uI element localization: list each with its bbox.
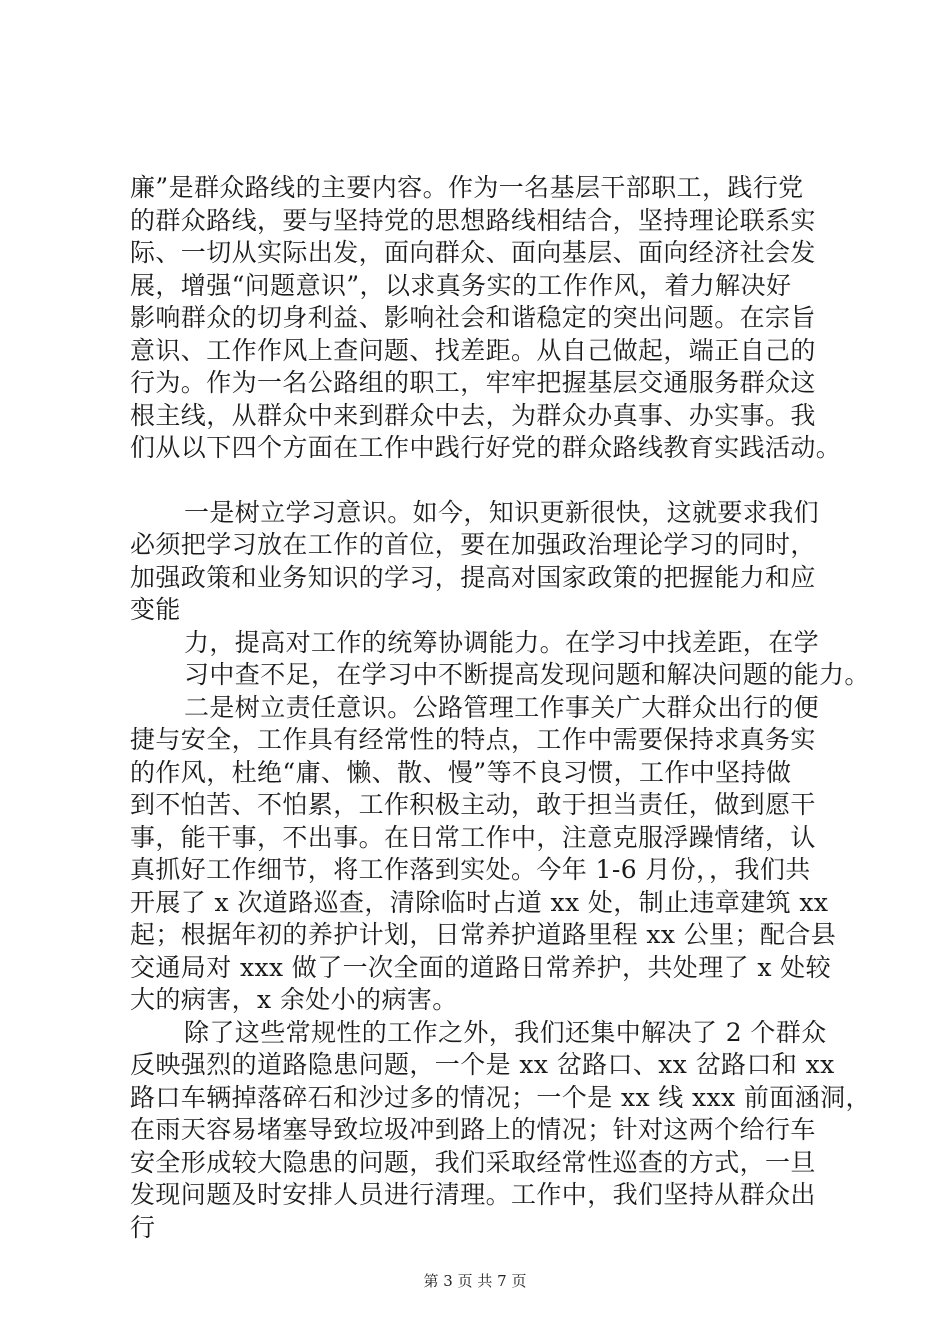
text-line: 行为。作为一名公路组的职工，牢牢把握基层交通服务群众这 (130, 368, 816, 397)
page-indicator: 第 3 页 共 7 页 (423, 1272, 527, 1290)
text-line: 安全形成较大隐患的问题，我们采取经常性巡查的方式，一旦 (130, 1147, 816, 1177)
text-line: 一是树立学习意识。如今，知识更新很快，这就要求我们 (184, 497, 820, 527)
text-line: 发现问题及时安排人员进行清理。工作中，我们坚持从群众出 (130, 1180, 816, 1209)
text-line: 廉”是群众路线的主要内容。作为一名基层干部职工，践行党 (130, 173, 804, 202)
text-line: 加强政策和业务知识的学习，提高对国家政策的把握能力和应 (130, 562, 816, 592)
text-line: 开展了 x 次道路巡查，清除临时占道 xx 处，制止违章建筑 xx (130, 887, 829, 917)
text-line: 除了这些常规性的工作之外，我们还集中解决了 2 个群众 (184, 1017, 827, 1047)
text-line: 路口车辆掉落碎石和沙过多的情况；一个是 xx 线 xxx 前面涵洞， (130, 1082, 871, 1112)
text-line: 的作风，杜绝“庸、懒、散、慢”等不良习惯，工作中坚持做 (130, 757, 792, 787)
paragraph-gap (130, 465, 850, 497)
text-line: 根主线，从群众中来到群众中去，为群众办真事、办实事。我 (130, 400, 816, 430)
document-body (130, 172, 871, 1244)
paragraph-study-awareness (130, 497, 850, 627)
text-line: 反映强烈的道路隐患问题，一个是 xx 岔路口、xx 岔路口和 xx (130, 1050, 835, 1079)
text-line: 大的病害，x 余处小的病害。 (130, 985, 458, 1014)
text-line: 影响群众的切身利益、影响社会和谐稳定的突出问题。在宗旨 (130, 303, 816, 332)
page-footer (0, 1270, 950, 1291)
text-line: 的群众路线，要与坚持党的思想路线相结合，坚持理论联系实 (130, 205, 816, 235)
paragraph-responsibility-awareness (130, 692, 850, 1017)
text-line: 交通局对 xxx 做了一次全面的道路日常养护，共处理了 x 处较 (130, 952, 831, 982)
text-line: 起；根据年初的养护计划，日常养护道路里程 xx 公里；配合县 (130, 920, 837, 949)
text-line: 二是树立责任意识。公路管理工作事关广大群众出行的便 (184, 692, 820, 722)
text-line: 习中查不足，在学习中不断提高发现问题和解决问题的能力。 (184, 660, 870, 689)
text-line: 捷与安全，工作具有经常性的特点，工作中需要保持求真务实 (130, 725, 816, 754)
text-line: 们从以下四个方面在工作中践行好党的群众路线教育实践活动。 (130, 433, 842, 462)
text-line: 行 (130, 1212, 156, 1242)
text-line: 在雨天容易堵塞导致垃圾冲到路上的情况；针对这两个给行车 (130, 1115, 816, 1144)
text-line: 事，能干事，不出事。在日常工作中，注意克服浮躁情绪，认 (130, 822, 816, 852)
text-line: 必须把学习放在工作的首位，要在加强政治理论学习的同时， (130, 530, 816, 559)
text-line: 意识、工作作风上查问题、找差距。从自己做起，端正自己的 (130, 335, 816, 365)
paragraph-intro (130, 172, 850, 465)
text-line: 变能 (130, 595, 181, 624)
text-line: 力，提高对工作的统筹协调能力。在学习中找差距，在学 (184, 627, 820, 657)
paragraph-hazard-handling (130, 1017, 871, 1245)
text-line: 际、一切从实际出发，面向群众、面向基层、面向经济社会发 (130, 238, 816, 267)
paragraph-study-awareness-continued (130, 627, 870, 692)
text-line: 展，增强“问题意识”，以求真务实的工作作风，着力解决好 (130, 270, 792, 300)
text-line: 真抓好工作细节，将工作落到实处。今年 1-6 月份，，我们共 (130, 855, 811, 884)
text-line: 到不怕苦、不怕累，工作积极主动，敢于担当责任，做到愿干 (130, 790, 816, 819)
